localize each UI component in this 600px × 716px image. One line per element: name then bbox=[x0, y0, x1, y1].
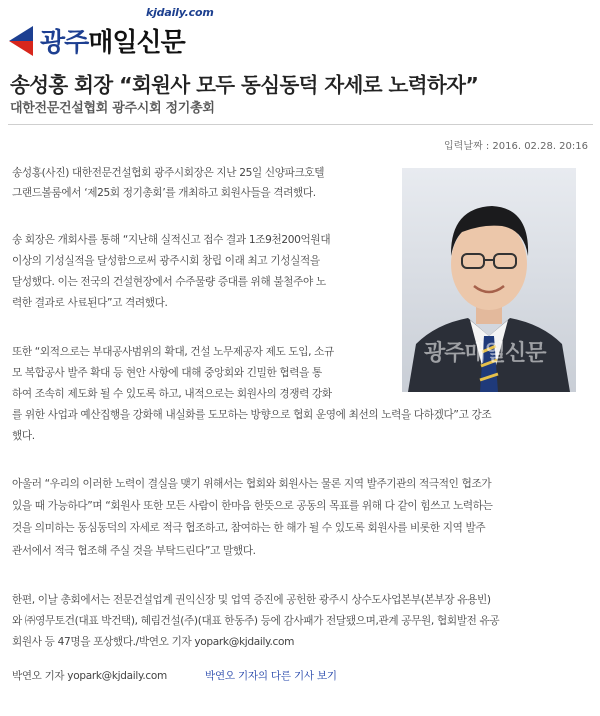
more-articles-link[interactable]: 박연오 기자의 다른 기사 보기 bbox=[205, 670, 337, 682]
body-line: 와 ㈜영무토건(대표 박건택), 혜림건설(주)(대표 한동주) 등에 감사패가 전달됐으며,관계 공무원, 협회발전 유공 bbox=[12, 615, 500, 627]
body-line: 송성홍(사진) 대한전문건설협회 광주시회장은 지난 25일 신양파크호텔 bbox=[12, 167, 325, 179]
logo-name-part2: 매일신문 bbox=[88, 28, 185, 58]
body-line: 관서에서 적극 협조해 주실 것을 부탁드린다”고 말했다. bbox=[12, 545, 256, 557]
photo-watermark: 광주매일신문 bbox=[424, 341, 546, 366]
article-subtitle: 대한전문건설협회 광주시회 정기총회 bbox=[10, 101, 215, 116]
logo-arrow-icon bbox=[9, 26, 33, 56]
body-line: 것을 의미하는 동심동덕의 자세로 적극 협조하고, 참여하는 한 해가 될 수 있도록 회원사를 비롯한 지역 발주 bbox=[12, 522, 486, 534]
body-line: 한편, 이날 총회에서는 전문건설업계 권익신장 및 업역 증진에 공헌한 광주시 상수도사업본부(본부장 유용빈) bbox=[12, 594, 491, 606]
body-line: 또한 “외적으로는 부대공사범위의 확대, 건설 노무제공자 제도 도입, 소규 bbox=[12, 346, 334, 358]
article-title: 송성홍 회장 “회원사 모두 동심동덕 자세로 노력하자” bbox=[10, 73, 479, 97]
site-domain: kjdaily.com bbox=[146, 6, 214, 19]
body-line: 회원사 등 47명을 포상했다./박연오 기자 yopark@kjdaily.com bbox=[12, 636, 295, 648]
body-line: 를 위한 사업과 예산집행을 강화해 내실화를 도모하는 방향으로 협회 운영에 최선의 노력을 다하겠다”고 강조 bbox=[12, 409, 492, 421]
body-line: 있을 때 가능하다”며 “회원사 또한 모든 사람이 한마음 한뜻으로 공동의 목표를 위해 다 같이 힘쓰고 노력하는 bbox=[12, 500, 493, 512]
masthead bbox=[0, 0, 600, 62]
body-line: 송 회장은 개회사를 통해 “지난해 실적신고 접수 결과 1조9천200억원대 bbox=[12, 234, 331, 246]
body-line: 했다. bbox=[12, 430, 35, 442]
body-line: 모 복합공사 발주 확대 등 현안 사항에 대해 중앙회와 긴밀한 협력을 통 bbox=[12, 367, 322, 379]
newspaper-logo[interactable] bbox=[40, 22, 185, 59]
title-divider bbox=[8, 124, 593, 125]
body-line: 달성했다. 이는 전국의 건설현장에서 수주물량 증대를 위해 불철주야 노 bbox=[12, 276, 326, 288]
body-line: 하여 조속히 제도화 될 수 있도록 하고, 내적으로는 회원사의 경쟁력 강화 bbox=[12, 388, 332, 400]
body-line: 이상의 기성실적을 달성함으로써 광주시회 창립 이래 최고 기성실적을 bbox=[12, 255, 320, 267]
body-line: 아울러 “우리의 이러한 노력이 결실을 맺기 위해서는 협회와 회원사는 물론 지역 발주기관의 적극적인 협조가 bbox=[12, 478, 492, 490]
body-line: 력한 결과로 사료된다”고 격려했다. bbox=[12, 297, 168, 309]
author-byline: 박연오 기자 yopark@kjdaily.com bbox=[12, 670, 167, 682]
article-dateline: 입력날짜 : 2016. 02.28. 20:16 bbox=[444, 141, 588, 152]
logo-name-part1: 광주 bbox=[40, 28, 89, 58]
body-line: 그랜드볼룸에서 ‘제25회 정기총회’를 개최하고 회원사들을 격려했다. bbox=[12, 187, 316, 199]
article-photo bbox=[402, 168, 576, 392]
